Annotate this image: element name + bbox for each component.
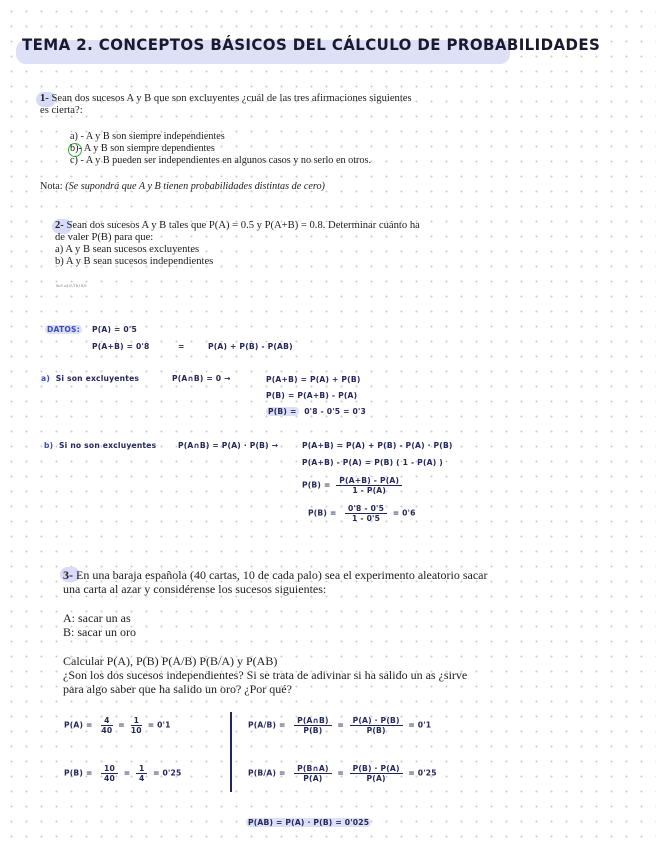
part-a-row3: P(B) = 0'8 - 0'5 = 0'3 [268,407,366,416]
q1-line1: Sean dos sucesos A y B que son excluyentes ¿cuál de las tres afirmaciones siguientes [51,93,412,104]
calc-pAB: P(AB) = P(A) · P(B) = 0'025 [248,818,370,827]
datos-line2-eq: = [178,342,185,351]
q3-event-b: B: sacar un oro [63,625,136,639]
q1-note-text: (Se supondrá que A y B tienen probabilidades distintas de cero) [65,181,325,192]
part-a-label: a) Si son excluyentes [41,374,140,383]
calc-pba: P(B/A) = $\frac{P(B\cap A)}{P(A)}$ = $\frac{P(B) \cdot P(A)}{P(A)}$ = 0'25 [248,764,437,783]
q2-text [55,220,420,268]
part-a-row2: P(B) = P(A+B) - P(A) [266,391,358,400]
q3-question-line1: ¿Son los dos sucesos independientes? Si se trata de adivinar si ha salido un as ¿sirve [63,668,468,682]
calc-pab: P(A/B) = $\frac{P(A\cap B)}{P(B)}$ = $\frac{P(A) \cdot P(B)}{P(B)}$ = 0'1 [248,716,432,735]
q3-calc-line: Calcular P(A), P(B) P(A/B) P(B/A) y P(AB) [63,654,278,668]
q1-option-b-letter: b) [70,143,79,154]
datos-line1: P(A) = 0'5 [92,325,137,334]
q3-number: 3- [63,568,73,582]
datos-line2-rhs: P(A) + P(B) - P(AB) [208,342,293,351]
calc-divider [230,712,232,792]
part-b-condition: P(A∩B) = P(A) · P(B) → [178,441,279,450]
q2-number: 2- [55,220,64,231]
q3-line2: una carta al azar y considérense los sucesos siguientes: [63,582,327,596]
q2-line2: de valer P(B) para que: [55,232,154,243]
q2-line1: Sean dos sucesos A y B tales que P(A) = 0.5 y P(A+B) = 0.8. Determinar cuánto ha [66,220,420,231]
q3-events [63,611,136,639]
part-a-row1: P(A+B) = P(A) + P(B) [266,375,361,384]
q2-option-a: a) A y B sean sucesos excluyentes [55,244,200,255]
q2-solution: Sol: a) 0,3 b) 0,6 [56,283,87,288]
q1-option-b-text: - A y B son siempre dependientes [78,143,215,154]
part-b-row1: P(A+B) = P(A) + P(B) - P(A) · P(B) [302,441,453,450]
q1-line2: es cierta?: [40,105,83,116]
q3-calc [63,654,467,696]
calc-pa: P(A) = $\frac{4}{40}$ = $\frac{1}{10}$ = 0'1 [64,716,171,735]
part-b-row2: P(A+B) - P(A) = P(B) ( 1 - P(A) ) [302,458,443,467]
q2-option-b: b) A y B sean sucesos independientes [55,256,214,267]
q3-line1: En una baraja española (40 cartas, 10 de cada palo) sea el experimento aleatorio sacar [76,568,488,582]
q1-option-c: c) - A y B pueden ser independientes en algunos casos y no serlo en otros. [70,155,372,166]
q1-note [40,181,325,192]
q1-option-b [70,143,215,155]
part-a-condition: P(A∩B) = 0 → [172,374,231,383]
q1-number: 1- [40,93,49,104]
calc-pb: P(B) = $\frac{10}{40}$ = $\frac{1}{4}$ = 0'25 [64,764,182,783]
datos-line2: P(A+B) = 0'8 [92,342,150,351]
q1-note-label: Nota: [40,181,63,192]
datos-label: DATOS: [47,325,80,334]
part-b-row4: P(B) = $\frac{0'8 - 0'5}{1 - 0'5}$ = 0'6 [308,504,416,523]
q3-event-a: A: sacar un as [63,611,131,625]
part-b-label: b) Si no son excluyentes [44,441,157,450]
q1-option-a: a) - A y B son siempre independientes [70,131,225,142]
q3-text [63,568,487,596]
part-b-row3: P(B) = $\frac{P(A+B) - P(A)}{1 - P(A)}$ [302,476,402,495]
page-title: TEMA 2. CONCEPTOS BÁSICOS DEL CÁLCULO DE PROBABILIDADES [22,35,601,55]
q1-text [40,93,412,117]
q3-question-line2: para algo saber que ha salido un oro? ¿Por qué? [63,682,292,696]
